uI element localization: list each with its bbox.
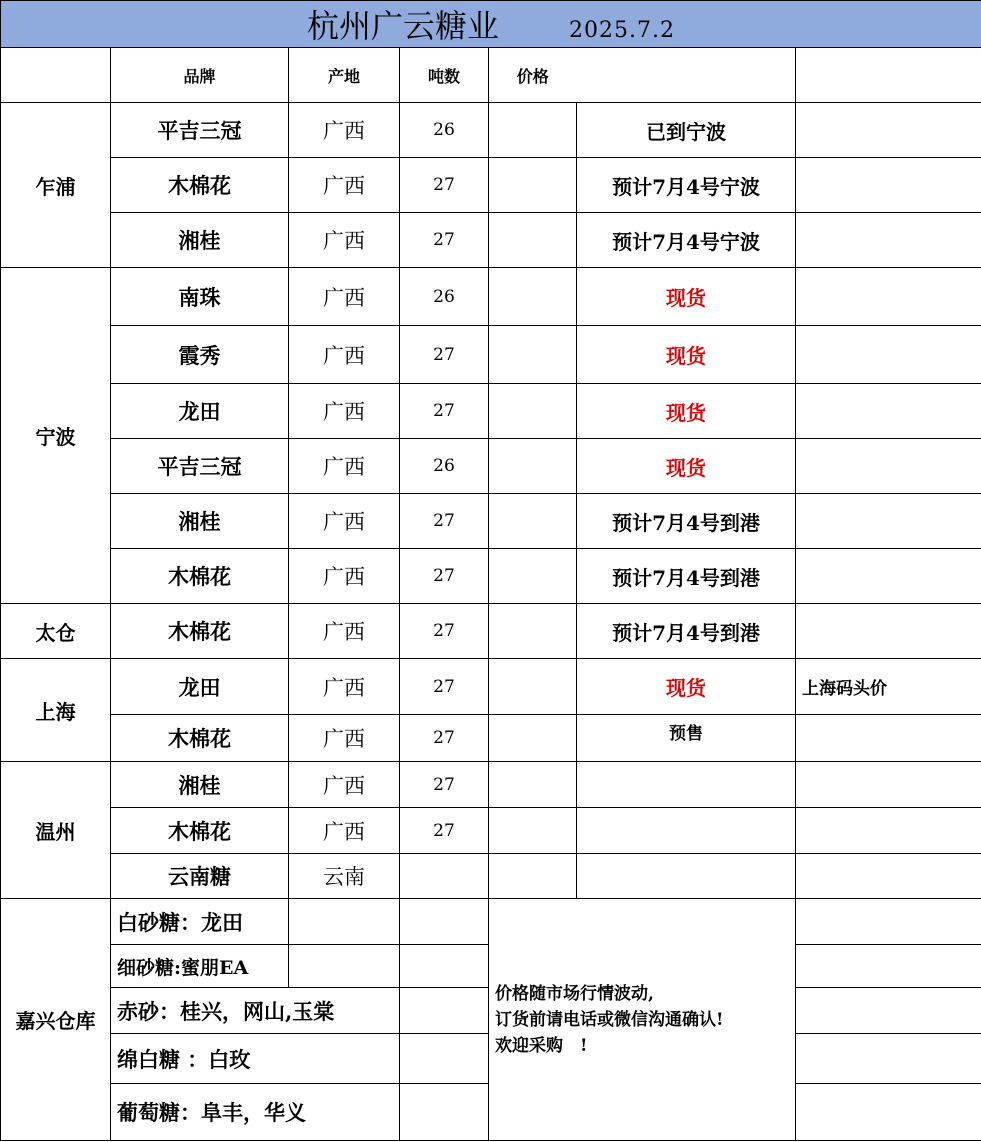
location-zhapu: 乍浦 <box>1 103 111 268</box>
status-cell <box>577 854 796 899</box>
table-row <box>1 268 981 326</box>
origin-cell: 广西 <box>289 213 400 268</box>
empty-cell <box>400 945 489 988</box>
empty-cell <box>400 1084 489 1141</box>
location-wenzhou: 温州 <box>1 762 111 899</box>
origin-cell: 云南 <box>289 854 400 899</box>
table-row <box>1 549 981 604</box>
origin-cell: 广西 <box>289 808 400 854</box>
table-row <box>1 213 981 268</box>
tons-cell: 27 <box>400 715 489 762</box>
remark-cell <box>796 715 981 762</box>
origin-cell: 广西 <box>289 604 400 659</box>
brand-cell: 霞秀 <box>111 326 289 384</box>
price-cell <box>489 762 577 808</box>
note-line: 欢迎采购 ! <box>495 1035 588 1056</box>
remark-cell <box>796 604 981 659</box>
price-cell <box>489 439 577 494</box>
brand-cell: 木棉花 <box>111 715 289 762</box>
remark-cell <box>796 988 981 1034</box>
tons-cell: 27 <box>400 384 489 439</box>
table-row <box>1 494 981 549</box>
brand-cell: 云南糖 <box>111 854 289 899</box>
location-taicang: 太仓 <box>1 604 111 659</box>
origin-cell: 广西 <box>289 494 400 549</box>
table-row <box>1 439 981 494</box>
jiaxing-item: 白砂糖：龙田 <box>111 899 289 945</box>
remark-cell <box>796 762 981 808</box>
status-cell: 预计7月4号到港 <box>577 549 796 604</box>
price-cell <box>489 549 577 604</box>
price-note <box>489 899 796 1141</box>
tons-cell: 27 <box>400 659 489 715</box>
jiaxing-item: 葡萄糖：阜丰，华义 <box>111 1084 400 1141</box>
brand-cell: 湘桂 <box>111 762 289 808</box>
remark-cell <box>796 494 981 549</box>
brand-cell: 龙田 <box>111 659 289 715</box>
status-cell: 已到宁波 <box>577 103 796 158</box>
origin-cell: 广西 <box>289 762 400 808</box>
title-bar <box>1 1 981 48</box>
origin-cell: 广西 <box>289 158 400 213</box>
empty-cell <box>289 945 400 988</box>
status-cell: 现货 <box>577 659 796 715</box>
brand-cell: 木棉花 <box>111 549 289 604</box>
table-row <box>1 326 981 384</box>
note-line: 订货前请电话或微信沟通确认! <box>495 1009 724 1030</box>
empty-cell <box>400 1034 489 1084</box>
price-cell <box>489 494 577 549</box>
tons-cell: 27 <box>400 326 489 384</box>
tons-cell: 26 <box>400 103 489 158</box>
remark-cell <box>796 103 981 158</box>
remark-cell <box>796 268 981 326</box>
origin-cell: 广西 <box>289 549 400 604</box>
brand-cell: 平吉三冠 <box>111 439 289 494</box>
price-cell <box>489 268 577 326</box>
remark-cell <box>796 854 981 899</box>
header-price: 价格 <box>489 48 577 103</box>
tons-cell: 27 <box>400 158 489 213</box>
header-remark <box>796 48 981 103</box>
origin-cell: 广西 <box>289 103 400 158</box>
remark-cell <box>796 549 981 604</box>
status-cell: 预计7月4号到港 <box>577 604 796 659</box>
status-cell: 现货 <box>577 326 796 384</box>
table-row <box>1 715 981 762</box>
status-cell: 现货 <box>577 384 796 439</box>
jiaxing-item: 绵白糖 ：白玫 <box>111 1034 400 1084</box>
remark-cell <box>796 326 981 384</box>
remark-cell <box>796 439 981 494</box>
header-status <box>577 48 796 103</box>
status-cell: 预计7月4号宁波 <box>577 213 796 268</box>
status-cell: 现货 <box>577 268 796 326</box>
status-cell <box>577 808 796 854</box>
brand-cell: 龙田 <box>111 384 289 439</box>
price-cell <box>489 854 577 899</box>
header-blank <box>1 48 111 103</box>
table-row <box>1 808 981 854</box>
empty-cell <box>400 988 489 1034</box>
remark-cell <box>796 808 981 854</box>
table-row <box>1 103 981 158</box>
origin-cell: 广西 <box>289 268 400 326</box>
origin-cell: 广西 <box>289 659 400 715</box>
origin-cell: 广西 <box>289 439 400 494</box>
header-tons: 吨数 <box>400 48 489 103</box>
price-cell <box>489 659 577 715</box>
note-line: 价格随市场行情波动, <box>495 983 654 1004</box>
location-shanghai: 上海 <box>1 659 111 762</box>
remark-cell <box>796 899 981 945</box>
tons-cell: 26 <box>400 268 489 326</box>
brand-cell: 湘桂 <box>111 213 289 268</box>
table-row <box>1 158 981 213</box>
remark-cell <box>796 945 981 988</box>
price-cell <box>489 158 577 213</box>
price-cell <box>489 808 577 854</box>
price-cell <box>489 715 577 762</box>
price-cell <box>489 326 577 384</box>
table-row <box>1 854 981 899</box>
report-date: 2025.7.2 <box>569 18 676 43</box>
origin-cell: 广西 <box>289 384 400 439</box>
status-cell: 预售 <box>577 715 796 762</box>
brand-cell: 湘桂 <box>111 494 289 549</box>
tons-cell: 27 <box>400 213 489 268</box>
table-row <box>1 899 981 945</box>
tons-cell: 27 <box>400 808 489 854</box>
remark-cell <box>796 1034 981 1084</box>
table-row <box>1 604 981 659</box>
brand-cell: 南珠 <box>111 268 289 326</box>
table-row <box>1 762 981 808</box>
brand-cell: 木棉花 <box>111 158 289 213</box>
header-row <box>1 48 981 103</box>
tons-cell <box>400 854 489 899</box>
brand-cell: 平吉三冠 <box>111 103 289 158</box>
tons-cell: 27 <box>400 604 489 659</box>
location-jiaxing: 嘉兴仓库 <box>1 899 111 1141</box>
location-ningbo: 宁波 <box>1 268 111 604</box>
tons-cell: 27 <box>400 494 489 549</box>
price-cell <box>489 604 577 659</box>
origin-cell: 广西 <box>289 326 400 384</box>
empty-cell <box>289 899 400 945</box>
brand-cell: 木棉花 <box>111 808 289 854</box>
jiaxing-item: 细砂糖:蜜朋EA <box>111 945 289 988</box>
status-cell <box>577 762 796 808</box>
remark-cell <box>796 1084 981 1141</box>
brand-cell: 木棉花 <box>111 604 289 659</box>
table-row <box>1 384 981 439</box>
header-origin: 产地 <box>289 48 400 103</box>
company-title: 杭州广云糖业 <box>307 7 500 45</box>
tons-cell: 27 <box>400 762 489 808</box>
status-cell: 现货 <box>577 439 796 494</box>
price-cell <box>489 103 577 158</box>
status-cell: 预计7月4号宁波 <box>577 158 796 213</box>
remark-cell <box>796 158 981 213</box>
tons-cell: 26 <box>400 439 489 494</box>
price-cell <box>489 213 577 268</box>
origin-cell: 广西 <box>289 715 400 762</box>
jiaxing-item: 赤砂：桂兴，网山,玉棠 <box>111 988 400 1034</box>
table-row <box>1 659 981 715</box>
price-cell <box>489 384 577 439</box>
tons-cell: 27 <box>400 549 489 604</box>
remark-cell <box>796 213 981 268</box>
remark-cell: 上海码头价 <box>796 659 981 715</box>
header-brand: 品牌 <box>111 48 289 103</box>
empty-cell <box>400 899 489 945</box>
status-cell: 预计7月4号到港 <box>577 494 796 549</box>
remark-cell <box>796 384 981 439</box>
